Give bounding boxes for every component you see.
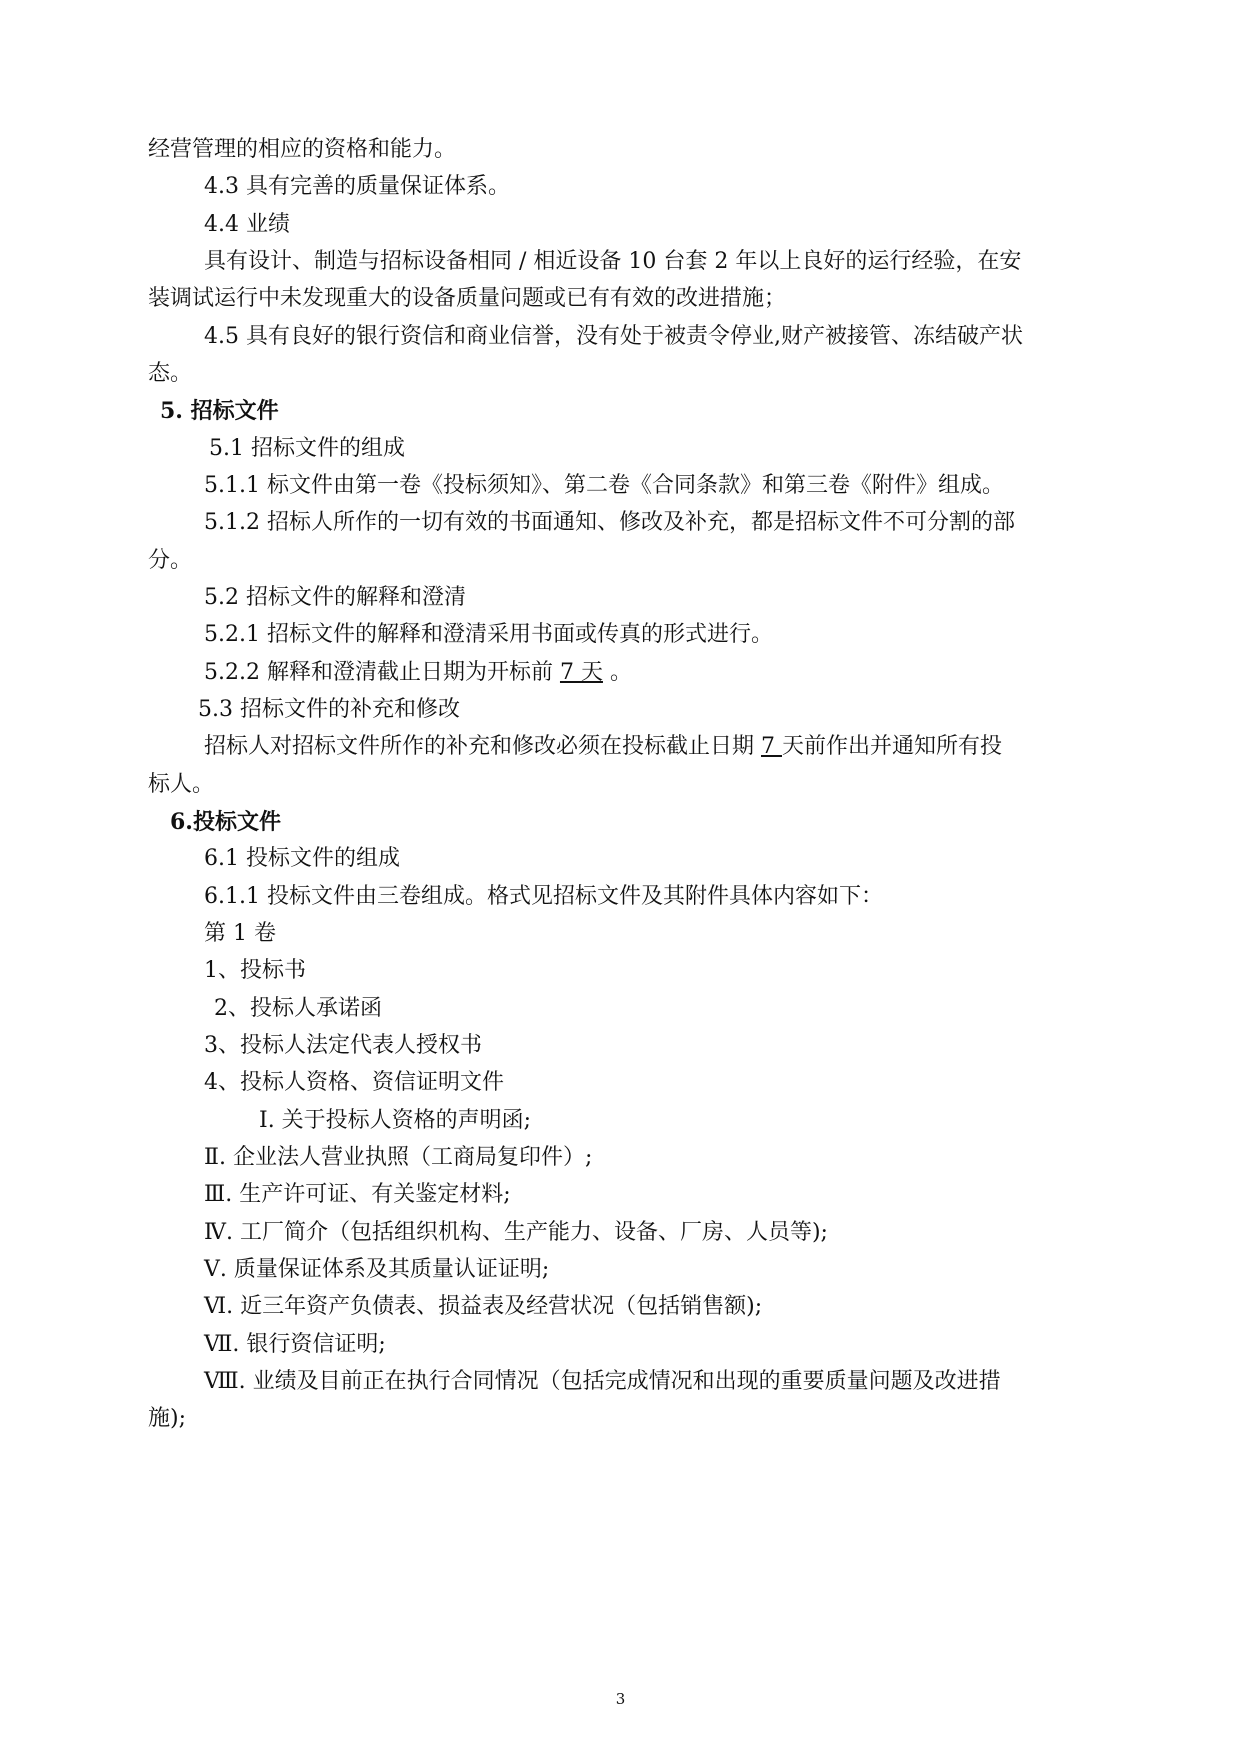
section-heading-6: 6.投标文件	[170, 809, 281, 835]
list-item: 1、投标书	[204, 958, 306, 983]
list-item: Ⅱ. 企业法人营业执照（工商局复印件）;	[204, 1145, 593, 1170]
text-run: 。	[602, 660, 632, 685]
paragraph-line	[204, 732, 1002, 762]
paragraph-line: 4.4 业绩	[204, 212, 290, 237]
list-item: Ⅶ. 银行资信证明;	[204, 1332, 386, 1357]
list-item: Ⅲ. 生产许可证、有关鉴定材料;	[204, 1182, 511, 1207]
paragraph-line: 5.2.1 招标文件的解释和澄清采用书面或传真的形式进行。	[204, 622, 773, 647]
text-run: 招标人对招标文件所作的补充和修改必须在投标截止日期	[204, 734, 761, 759]
list-item: 3、投标人法定代表人授权书	[204, 1033, 482, 1058]
paragraph-line: 第 1 卷	[204, 921, 276, 946]
paragraph-line: 6.1.1 投标文件由三卷组成。格式见招标文件及其附件具体内容如下：	[204, 884, 883, 909]
text-run: 5.2.2 解释和澄清截止日期为开标前	[204, 660, 560, 685]
list-item: Ⅳ. 工厂简介（包括组织机构、生产能力、设备、厂房、人员等);	[204, 1220, 828, 1245]
paragraph-line	[204, 658, 632, 688]
list-item: Ⅵ. 近三年资产负债表、损益表及经营状况（包括销售额);	[204, 1294, 763, 1319]
paragraph-line: 5.2 招标文件的解释和澄清	[204, 585, 466, 610]
list-item: 2、投标人承诺函	[214, 996, 382, 1021]
paragraph-line: 经营管理的相应的资格和能力。	[148, 137, 457, 162]
paragraph-line: 具有设计、制造与招标设备相同 / 相近设备 10 台套 2 年以上良好的运行经验，在安	[204, 249, 1022, 274]
paragraph-line: 施);	[148, 1406, 186, 1431]
list-item: Ⅴ. 质量保证体系及其质量认证证明;	[204, 1257, 550, 1282]
paragraph-line: 6.1 投标文件的组成	[204, 846, 400, 871]
underlined-value: 7 天	[559, 660, 603, 685]
paragraph-line: 5.1.1 标文件由第一卷《投标须知》、第二卷《合同条款》和第三卷《附件》组成。	[204, 473, 1004, 498]
paragraph-line: 4.5 具有良好的银行资信和商业信誉，没有处于被责令停业,财产被接管、冻结破产状	[204, 324, 1023, 349]
section-heading-5: 5. 招标文件	[160, 398, 279, 424]
paragraph-line: 标人。	[148, 772, 215, 797]
paragraph-line: 5.1 招标文件的组成	[209, 436, 405, 461]
list-item: Ⅷ. 业绩及目前正在执行合同情况（包括完成情况和出现的重要质量问题及改进措	[204, 1369, 1001, 1394]
paragraph-line: 5.1.2 招标人所作的一切有效的书面通知、修改及补充，都是招标文件不可分割的部	[204, 510, 1015, 535]
paragraph-line: 分。	[148, 548, 193, 573]
list-item: Ⅰ. 关于投标人资格的声明函;	[259, 1108, 532, 1133]
list-item: 4、投标人资格、资信证明文件	[204, 1070, 504, 1095]
paragraph-line: 5.3 招标文件的补充和修改	[198, 697, 460, 722]
paragraph-line: 4.3 具有完善的质量保证体系。	[204, 174, 510, 199]
paragraph-line: 装调试运行中未发现重大的设备质量问题或已有有效的改进措施；	[148, 286, 787, 311]
page-number: 3	[615, 1690, 626, 1708]
underlined-value: 7	[761, 734, 782, 759]
text-run: 天前作出并通知所有投	[782, 734, 1003, 759]
paragraph-line: 态。	[148, 361, 193, 386]
